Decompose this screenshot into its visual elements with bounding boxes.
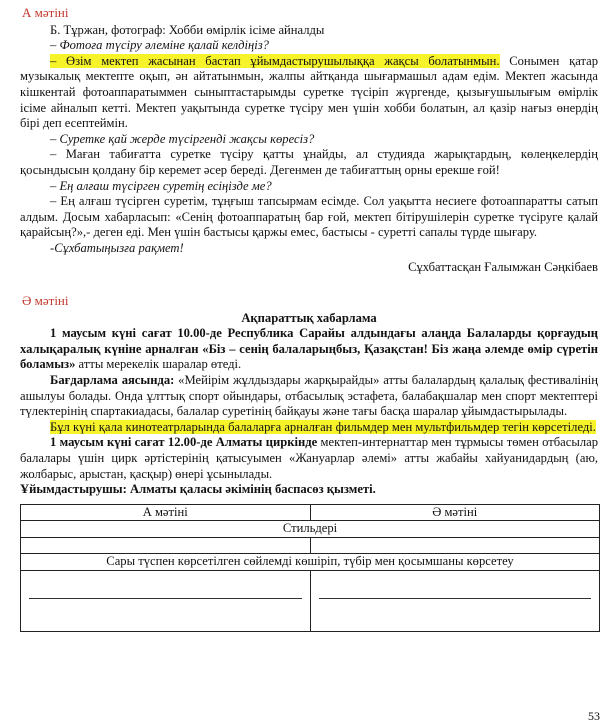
- text-b-label: Ә мәтіні: [22, 293, 69, 309]
- table-header-row: [21, 504, 600, 521]
- styles-answer-row: [21, 538, 600, 554]
- task-answer-row: [21, 570, 600, 631]
- paragraph-4-bold: 1 маусым күні сағат 12.00-де Алматы циркінде: [50, 435, 318, 450]
- question-1: – Фотоға түсіру әлеміне қалай келдіңіз?: [50, 38, 269, 53]
- comparison-table: [20, 504, 600, 632]
- column-header-a: А мәтіні: [21, 504, 311, 521]
- answer-2: – Маған табиғатта суретке түсіру қатты ұнайды, ал студияда жарықтардың, көлеңкелердің қосындысын қолдану бір керемет әсер береді. Дегенмен де табиғаттың орны ерекше ғой!: [20, 147, 598, 177]
- text-a-section: [20, 5, 598, 275]
- paragraph-2-bold: Бағдарлама аясында:: [50, 373, 175, 388]
- paragraph-1-bold: 1 маусым күні сағат 10.00-де Республика Сарайы алдындағы алаңда Балаларды қорғаудың халықаралық күніне арналған «Біз – сенің балаларыңбыз, Қазақстан! Біз жаңа әлемде өмір сүретін боламыз»: [20, 326, 598, 372]
- organizer-text: Ұйымдастырушы: Алматы қаласы әкімінің баспасөз қызметі.: [20, 482, 376, 497]
- text-b-section: [20, 293, 598, 498]
- task-answer-b[interactable]: [310, 570, 600, 631]
- text-a-label: А мәтіні: [22, 5, 69, 20]
- styles-label: Стильдері: [21, 521, 600, 538]
- task-label-row: [21, 554, 600, 571]
- question-2: – Суретке қай жерде түсіргенді жақсы көресіз?: [50, 131, 315, 146]
- answer-3: – Ең алғаш түсірген суретім, тұңғыш тапсырмам есімде. Сол уақытта несиеге фотоаппаратты сатып алдым. Досым хабарласып: «Сенің фотоаппаратың бар ғой, мектеп бітірушілерін суретке түсіруге қалай қарайсың?»,- деген еді. Мен үшін бастысы қаржы емес, бастысы - суретті сапалы түрде шығару.: [20, 194, 598, 240]
- paragraph-2-rest: «Мейірім жұлдыздары жарқырайды» атты балалардың қалалық фестивалінің ашылуы болады. Онда ұлттық спорт ойындары, отбасылық эстафета, балабақшалар мен спорт мектептері түлектерінің спартакиадасы, балалар суретінің байқауы және тағы басқа шаралар ұйымдастырылады.: [20, 373, 598, 419]
- page-number: 53: [588, 709, 600, 724]
- question-3: – Ең алғаш түсірген суретің есіңізде ме?: [50, 178, 272, 193]
- styles-answer-a[interactable]: [21, 538, 311, 554]
- announcement-paragraph-2: [20, 373, 598, 420]
- announcement-paragraph-1: [20, 326, 598, 373]
- answer-1: [20, 54, 598, 132]
- highlighted-sentence-a: – Өзім мектеп жасынан бастап ұйымдастырушылыққа жақсы болатынмын.: [50, 53, 500, 68]
- answer-line: [319, 597, 592, 599]
- styles-label-row: [21, 521, 600, 538]
- announcement-paragraph-4: [20, 435, 598, 482]
- answer-1-rest: Сонымен қатар музыкалық мектепте оқып, ән айтатынмын, жалпы айтқанда шығармашыл адам едім. Мектеп жасында кішкентай фотоаппаратыммен сыныптастарымды суретке түсіріп жүргенде, қызығушылығым өмірлік ісіме айналып кетті. Мектеп уақытында суретке түсіру мен үшін хобби болатын, ал қазір нағыз өнердің бірі деп есептеймін.: [20, 53, 598, 131]
- answer-line: [29, 597, 302, 599]
- announcement-title: Ақпараттық хабарлама: [241, 310, 377, 325]
- interview-intro: Б. Тұржан, фотограф: Хобби өмірлік ісіме айналды: [50, 22, 325, 37]
- announcement-paragraph-3: [20, 420, 598, 436]
- task-instruction: Сары түспен көрсетілген сөйлемді көшіріп, түбір мен қосымшаны көрсетеу: [21, 554, 600, 571]
- interview-author: Сұхбаттасқан Ғалымжан Сәңкібаев: [408, 259, 598, 274]
- styles-answer-b[interactable]: [310, 538, 600, 554]
- highlighted-sentence-b: Бұл күні қала кинотеатрларында балаларға арналған фильмдер мен мультфильмдер тегін көрсетіледі.: [50, 419, 596, 434]
- task-answer-a[interactable]: [21, 570, 311, 631]
- organizer-line: [20, 482, 598, 498]
- paragraph-1-rest: атты мерекелік шаралар өтеді.: [75, 357, 242, 372]
- column-header-b: Ә мәтіні: [310, 504, 600, 521]
- paragraph-4-rest: мектеп-интернаттар мен тұрмысы төмен отбасылар балалары үшін цирк әртістерінің қатысуымен «Жануарлар әлемі» атты жабайы хайуанидардың (аю, жолбарыс, арыстан, қасқыр) өнері ұсынылады.: [20, 435, 598, 481]
- thanks-line: -Сұхбатыңызға рақмет!: [50, 240, 184, 255]
